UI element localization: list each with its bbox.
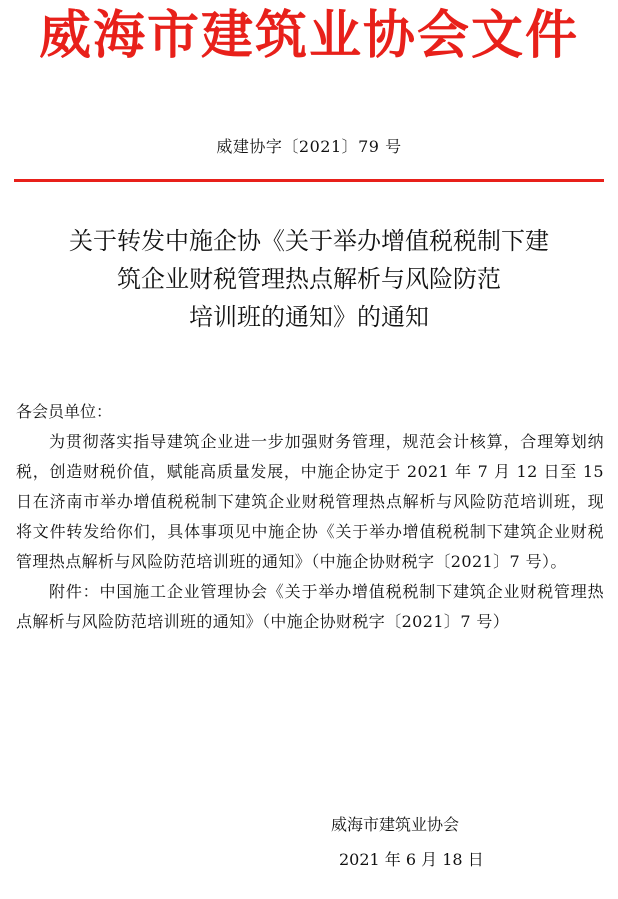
attachment-paragraph: 附件：中国施工企业管理协会《关于举办增值税税制下建筑企业财税管理热点解析与风险防范培训班的通知》（中施企协财税字〔2021〕7 号） (16, 582, 604, 631)
title-line-3: 培训班的通知》的通知 (189, 303, 429, 331)
document-number: 威建协字〔2021〕79 号 (216, 137, 402, 156)
red-divider-rule (14, 179, 604, 182)
title-line-2: 筑企业财税管理热点解析与风险防范 (117, 265, 501, 293)
document-title (0, 222, 618, 336)
salutation: 各会员单位： (16, 402, 113, 421)
title-line-1: 关于转发中施企协《关于举办增值税税制下建 (69, 227, 549, 255)
document-body (16, 397, 604, 637)
signer-name: 威海市建筑业协会 (331, 815, 460, 834)
signing-date: 2021 年 6 月 18 日 (339, 850, 484, 869)
main-paragraph: 为贯彻落实指导建筑企业进一步加强财务管理，规范会计核算，合理筹划纳税，创造财税价值，赋能高质量发展，中施企协定于 2021 年 7 月 12 日至 15 日在济南市举办增值税税制下建筑企业财税管理热点解析与风险防范培训班，现将文件转发给你们，具体事项见中施企协《关于举办增值税税制下建筑企业财税管理热点解析与风险防范培训班的通知》（中施企协财税字〔2021〕7 号）。 (16, 432, 604, 571)
masthead-title: 威海市建筑业协会文件 (38, 6, 579, 66)
